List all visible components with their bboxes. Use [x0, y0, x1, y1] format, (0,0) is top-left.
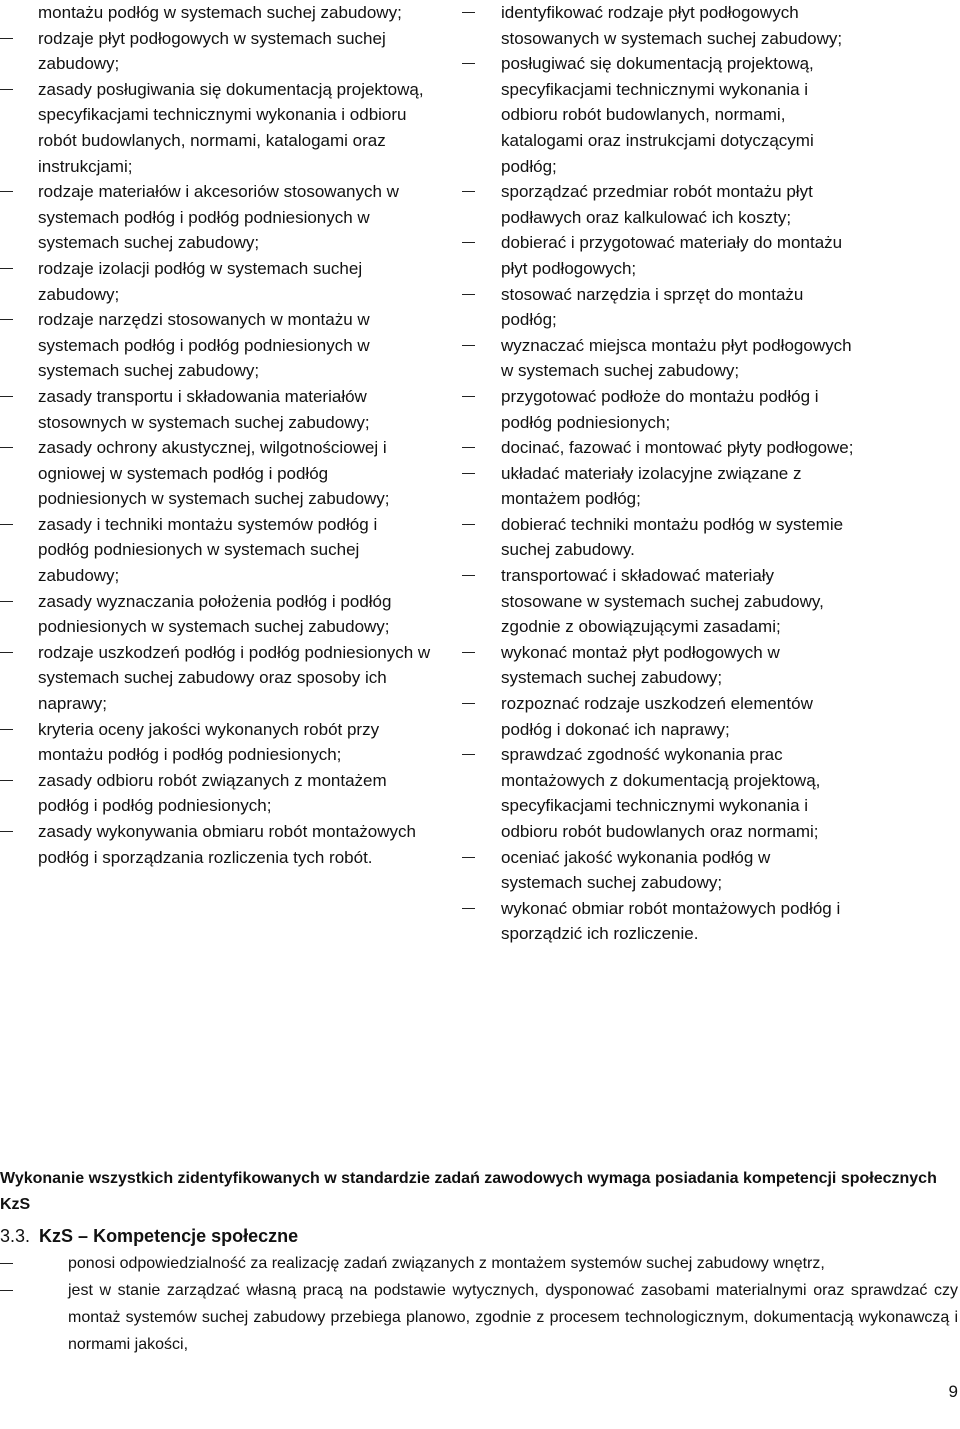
left-list-item-text: zasady transportu i składowania materiałów stosownych w systemach suchej zabudowy; [38, 386, 370, 432]
left-list-item-text: kryteria oceny jakości wykonanych robót przy montażu podłóg i podłóg podniesionych; [38, 719, 380, 765]
left-list-item [0, 717, 432, 768]
right-list-item-text: wykonać montaż płyt podłogowych w systemach suchej zabudowy; [501, 642, 780, 688]
left-list-item-text: zasady wykonywania obmiaru robót montażowych podłóg i sporządzania rozliczenia tych robót. [38, 822, 416, 867]
left-list-item-text: rodzaje płyt podłogowych w systemach suchej zabudowy; [38, 28, 386, 74]
left-list-item-text: rodzaje narzędzi stosowanych w montażu w systemach podłóg i podłóg podniesionych w systemach suchej zabudowy; [38, 310, 370, 381]
right-list-item [462, 512, 854, 563]
right-list-item-text: dobierać i przygotować materiały do montażu płyt podłogowych; [501, 233, 843, 278]
right-list-item-text: układać materiały izolacyjne związane z montażem podłóg; [501, 463, 802, 509]
right-list-item-text: transportować i składować materiały stosowane w systemach suchej zabudowy, zgodnie z obowiązującymi zasadami; [501, 566, 824, 637]
right-list-item [462, 333, 854, 384]
right-list-item [462, 0, 854, 51]
left-list-item [0, 435, 432, 512]
competence-list [0, 1250, 958, 1358]
right-list-item [462, 461, 854, 512]
right-list-item [462, 282, 854, 333]
right-list-item [462, 896, 854, 947]
right-list-item-text: sporządzać przedmiar robót montażu płyt podławych oraz kalkulować ich koszty; [501, 182, 813, 227]
left-list-item-text: rodzaje uszkodzeń podłóg i podłóg podniesionych w systemach suchej zabudowy oraz sposoby ich naprawy; [38, 642, 431, 714]
left-column [0, 0, 432, 870]
right-list-item [462, 384, 854, 435]
right-list-item [462, 230, 854, 281]
right-list-item-text: sprawdzać zgodność wykonania prac montażowych z dokumentacją projektową, specyfikacjami technicznymi wykonania i odbioru robót budowlanych oraz normami; [501, 745, 821, 841]
left-list-item [0, 768, 432, 819]
competence-list-item: jest w stanie zarządzać własną pracą na podstawie wytycznych, dysponować zasobami materialnymi oraz sprawdzać czy montaż systemów suchej zabudowy przebiega planowo, zgodnie z procesem technologicznym, dokumentacją wykonawczą i normami jakości, [0, 1277, 958, 1358]
right-list-item [462, 563, 854, 640]
left-list-item [0, 307, 432, 384]
right-list-item-text: dobierać techniki montażu podłóg w systemie suchej zabudowy. [501, 514, 844, 560]
left-list-item-text: rodzaje izolacji podłóg w systemach suchej zabudowy; [38, 258, 363, 304]
left-list-item-text: zasady posługiwania się dokumentacją projektową, specyfikacjami technicznymi wykonania i odbioru robót budowlanych, normami, katalogami oraz instrukcjami; [38, 79, 424, 176]
right-list-item-text: identyfikować rodzaje płyt podłogowych stosowanych w systemach suchej zabudowy; [501, 3, 843, 48]
left-list-item [0, 77, 432, 179]
right-list-item [462, 845, 854, 896]
right-list-item [462, 742, 854, 844]
left-list-item [0, 179, 432, 256]
left-list-item [0, 589, 432, 640]
left-list-item-text: zasady odbioru robót związanych z montażem podłóg i podłóg podniesionych; [38, 770, 387, 816]
competence-list-item: ponosi odpowiedzialność za realizację zadań związanych z montażem systemów suchej zabudowy wnętrz, [0, 1250, 958, 1277]
left-list-item-text: zasady ochrony akustycznej, wilgotnościowej i ogniowej w systemach podłóg i podłóg podniesionych w systemach suchej zabudowy; [38, 438, 390, 509]
left-list-item [0, 819, 432, 870]
left-list-item-text: zasady wyznaczania położenia podłóg i podłóg podniesionych w systemach suchej zabudowy; [38, 591, 392, 637]
section-number: 3.3. [0, 1226, 31, 1246]
right-list-item-text: przygotować podłoże do montażu podłóg i podłóg podniesionych; [501, 386, 819, 432]
page-number: 9 [948, 1382, 958, 1401]
left-list-item [0, 256, 432, 307]
left-list-item [0, 640, 432, 717]
section-heading [0, 1224, 958, 1248]
requirement-paragraph: Wykonanie wszystkich zidentyfikowanych w standardzie zadań zawodowych wymaga posiadania kompetencji społecznych KzS [0, 1170, 937, 1213]
right-list-item [462, 51, 854, 179]
right-list-item-text: posługiwać się dokumentacją projektową, specyfikacjami technicznymi wykonania i odbioru robót budowlanych, normami, katalogami oraz instrukcjami dotyczącymi podłóg; [501, 54, 814, 176]
right-list-item [462, 691, 854, 742]
left-continuation-text: montażu podłóg w systemach suchej zabudowy; [38, 3, 402, 22]
right-list-item-text: rozpoznać rodzaje uszkodzeń elementów podłóg i dokonać ich naprawy; [501, 694, 813, 739]
right-list-item-text: oceniać jakość wykonania podłóg w systemach suchej zabudowy; [501, 847, 771, 893]
right-list-item [462, 179, 854, 230]
left-list-item-text: rodzaje materiałów i akcesoriów stosowanych w systemach podłóg i podłóg podniesionych w systemach suchej zabudowy; [38, 182, 399, 253]
left-list-item [0, 512, 432, 589]
right-column [462, 0, 854, 947]
left-list-item [0, 26, 432, 77]
right-list-item-text: wyznaczać miejsca montażu płyt podłogowych w systemach suchej zabudowy; [501, 335, 852, 381]
right-list-item-text: docinać, fazować i montować płyty podłogowe; [501, 438, 854, 458]
right-list-item [462, 435, 854, 461]
left-list-item-text: zasady i techniki montażu systemów podłóg i podłóg podniesionych w systemach suchej zabudowy; [38, 514, 378, 586]
right-list-item-text: wykonać obmiar robót montażowych podłóg i sporządzić ich rozliczenie. [501, 898, 841, 944]
social-competences-section [0, 1166, 958, 1358]
right-list-item-text: stosować narzędzia i sprzęt do montażu podłóg; [501, 284, 804, 330]
left-list-item [0, 384, 432, 435]
right-list-item [462, 640, 854, 691]
section-title: KzS – Kompetencje społeczne [39, 1226, 299, 1246]
